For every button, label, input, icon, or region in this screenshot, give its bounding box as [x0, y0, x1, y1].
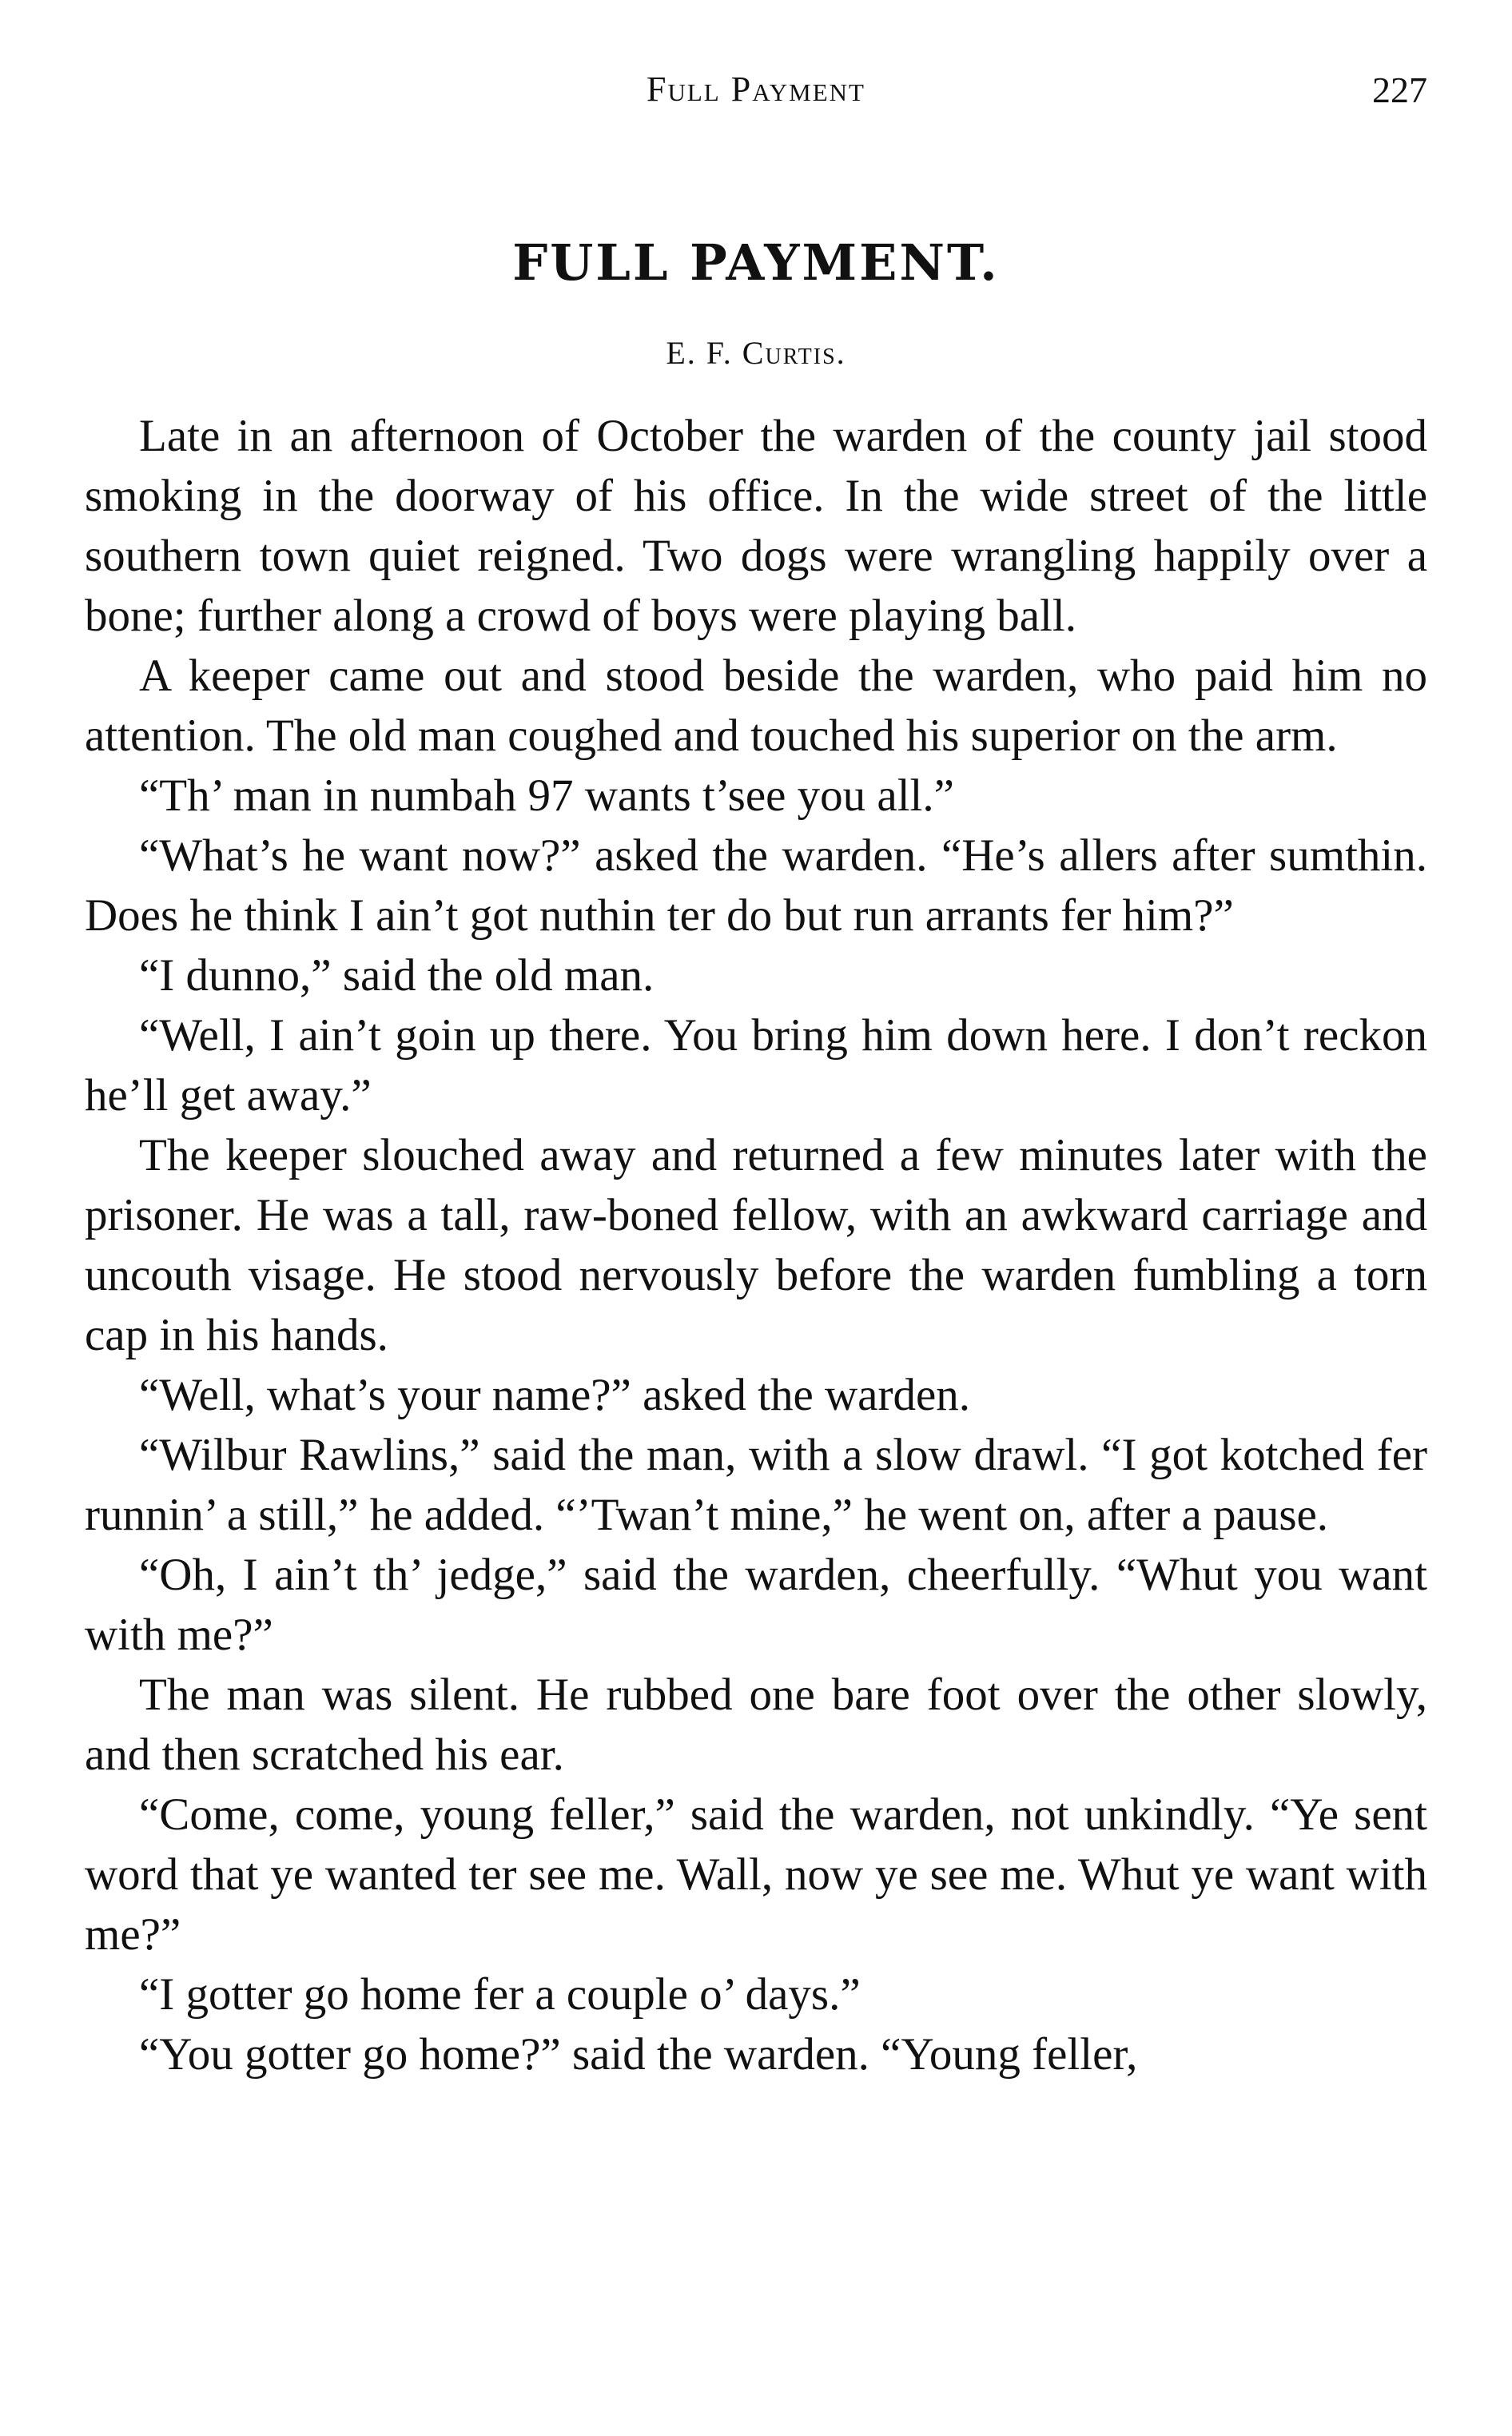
paragraph: The keeper slouched away and returned a few minutes later with the prisoner. He was a tall, raw-boned fellow, with an awkward carriage and uncouth visage. He stood nervously before the warden fumbling a torn cap in his hands.: [85, 1130, 1427, 1360]
paragraph: “Well, I ain’t goin up there. You bring him down here. I don’t reckon he’ll get away.”: [85, 1010, 1427, 1120]
paragraph: “What’s he want now?” asked the warden. “He’s allers after sumthin. Does he think I ain’t got nuthin ter do but run arrants fer him?”: [85, 830, 1427, 941]
running-header: [85, 69, 1427, 117]
paragraph: “Come, come, young feller,” said the warden, not unkindly. “Ye sent word that ye wanted ter see me. Wall, now ye see me. Whut ye want with me?”: [85, 1789, 1427, 1960]
paragraph: The man was silent. He rubbed one bare foot over the other slowly, and then scratched his ear.: [85, 1670, 1427, 1780]
paragraph: “I gotter go home fer a couple o’ days.”: [139, 1969, 861, 2020]
paragraph: “You gotter go home?” said the warden. “Young feller,: [139, 2029, 1138, 2080]
article-title: FULL PAYMENT.: [512, 233, 1000, 292]
paragraph: “Wilbur Rawlins,” said the man, with a slow drawl. “I got kotched fer runnin’ a still,” he added. “’Twan’t mine,” he went on, after a pause.: [85, 1430, 1427, 1540]
paragraph: “Well, what’s your name?” asked the warden.: [139, 1370, 970, 1420]
running-title: Full Payment: [647, 70, 865, 109]
article-body: [85, 406, 1427, 2084]
paragraph: Late in an afternoon of October the warden of the county jail stood smoking in the doorway of his office. In the wide street of the little southern town quiet reigned. Two dogs were wrangling happily over a bone; further along a crowd of boys were playing ball.: [85, 411, 1427, 641]
paragraph: A keeper came out and stood beside the warden, who paid him no attention. The old man coughed and touched his superior on the arm.: [85, 651, 1427, 761]
paragraph: “Oh, I ain’t th’ jedge,” said the warden, cheerfully. “Whut you want with me?”: [85, 1550, 1427, 1660]
page-number: 227: [1372, 70, 1427, 110]
author-byline: E. F. Curtis.: [666, 335, 846, 371]
paragraph: “I dunno,” said the old man.: [139, 950, 655, 1001]
paragraph: “Th’ man in numbah 97 wants t’see you all.”: [139, 770, 954, 821]
